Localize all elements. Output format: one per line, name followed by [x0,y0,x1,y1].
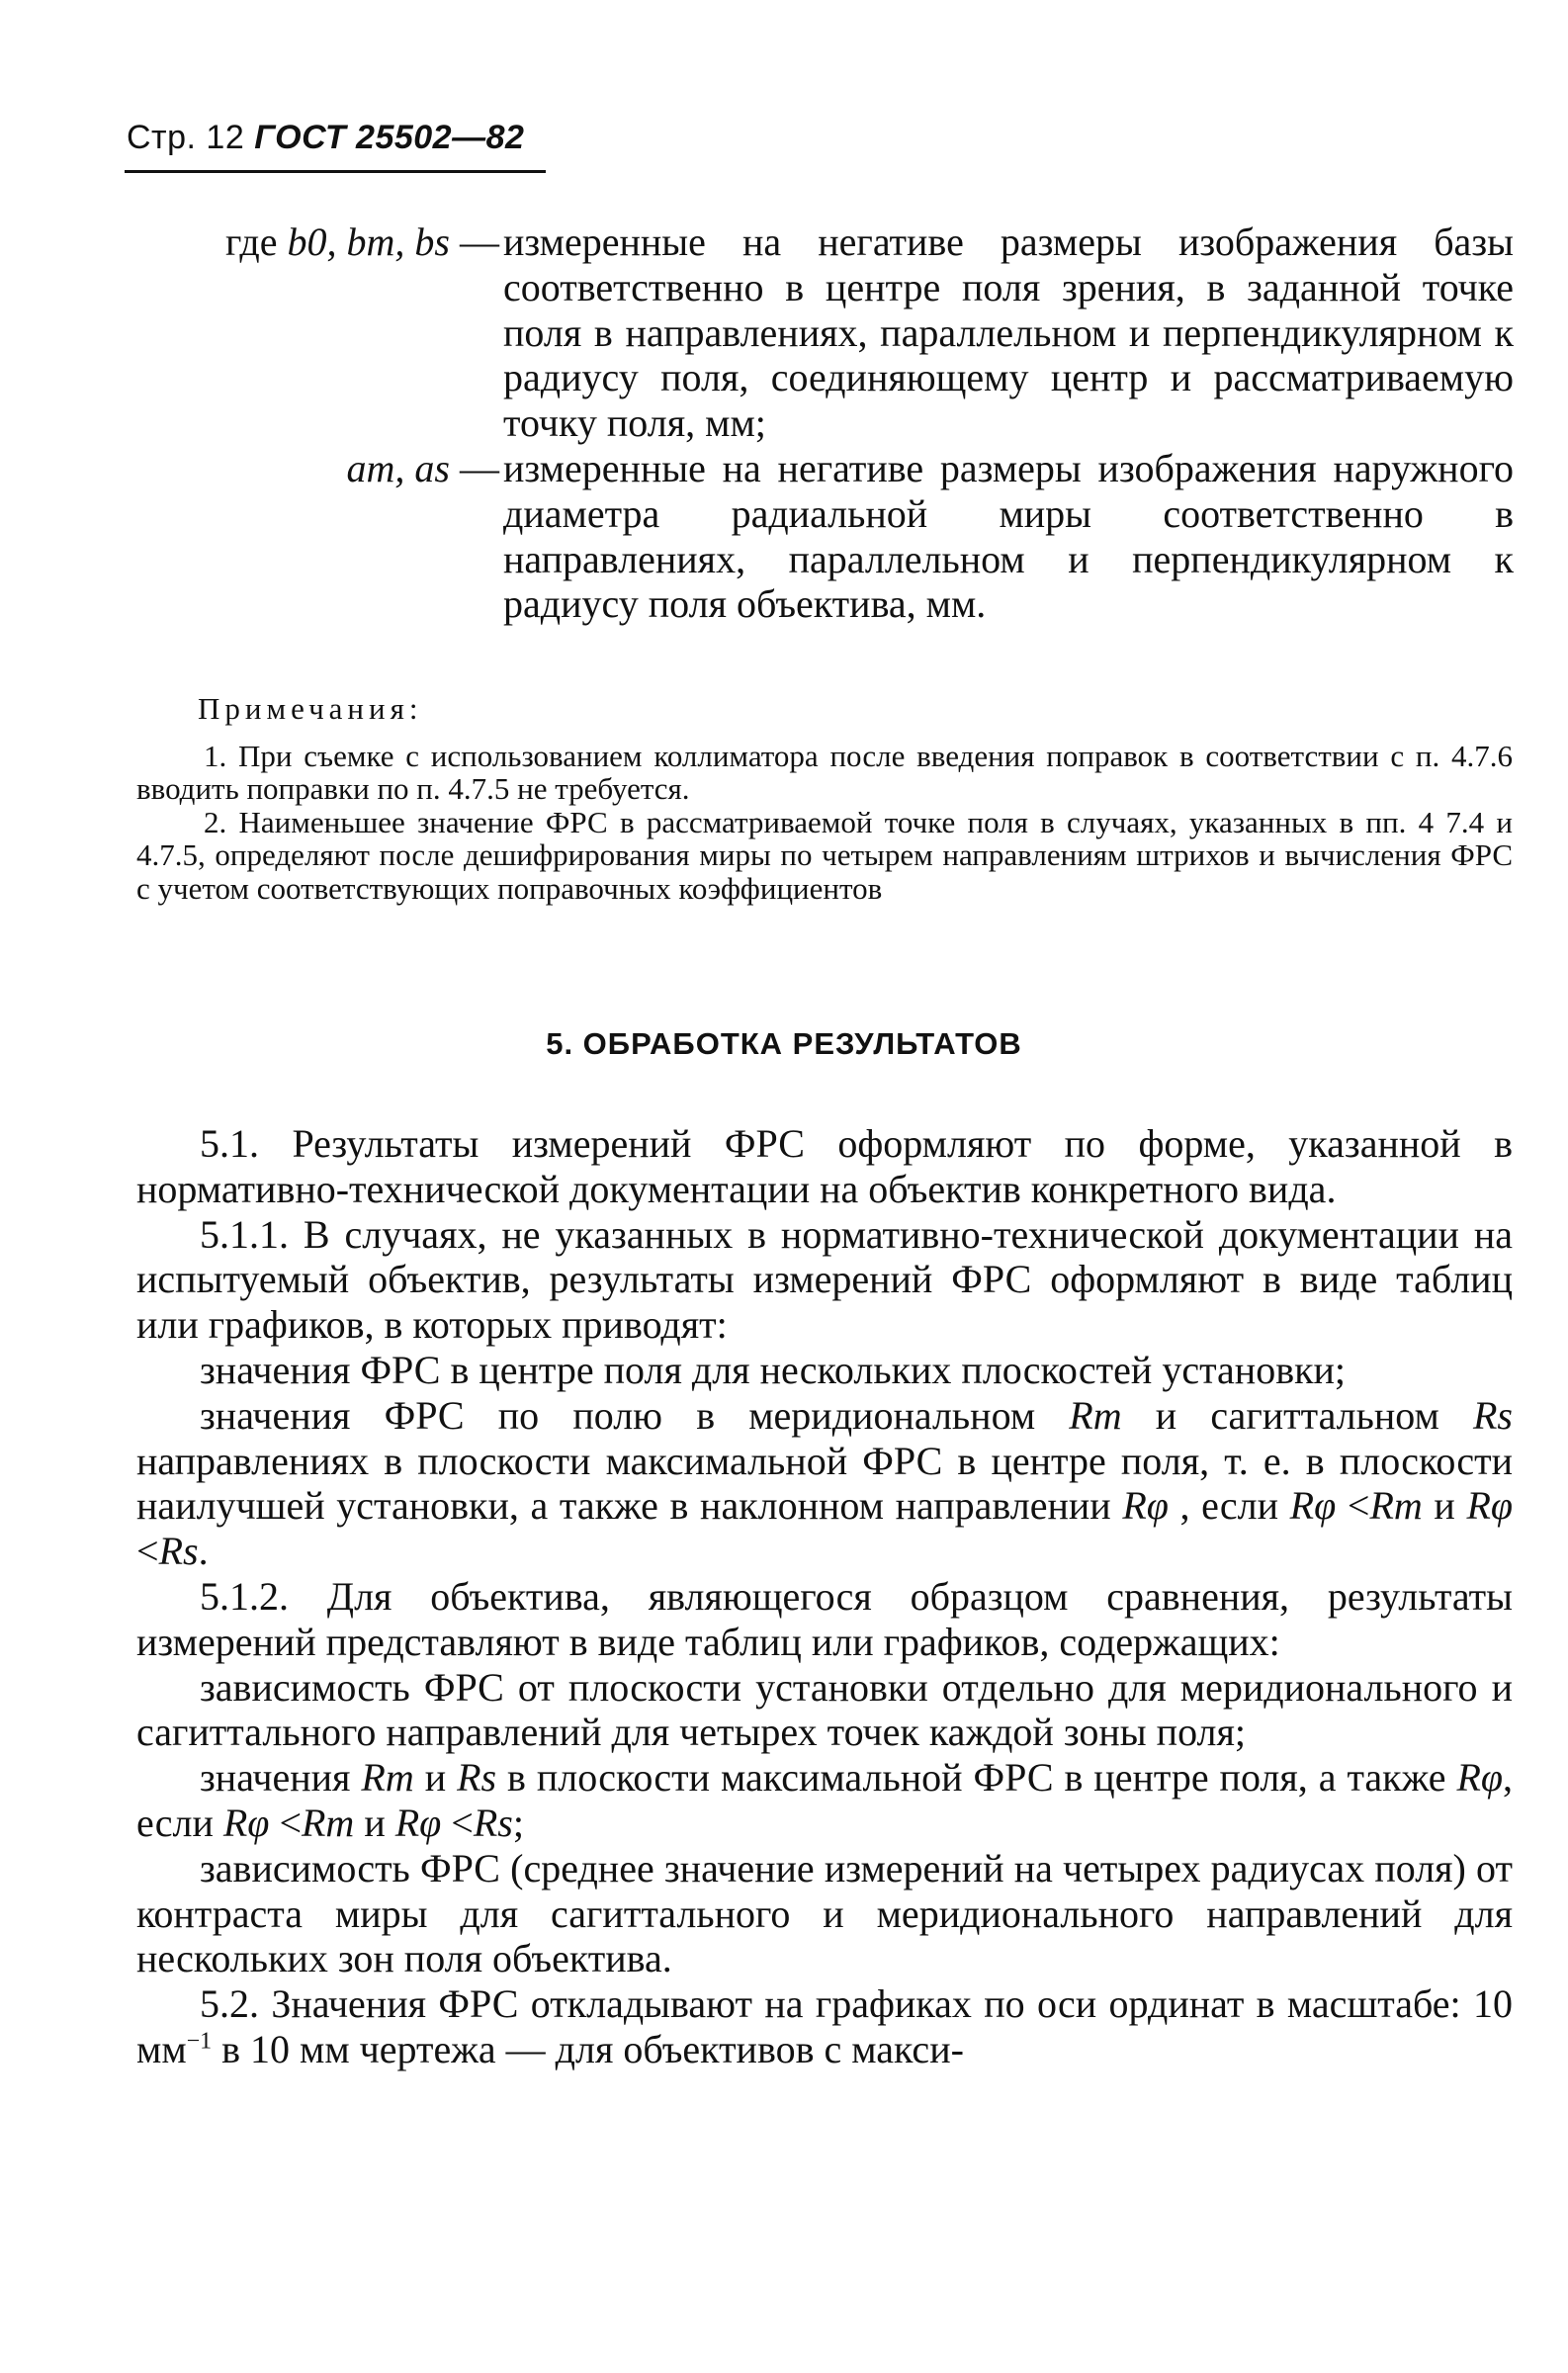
symbol-rm: Rm [1069,1392,1122,1438]
paragraph-5-1-2: 5.1.2. Для объектива, являющегося образцом сравнения, результаты измерений представляют в виде таблиц или графиков, содержащих: [136,1573,1513,1664]
list-item-center-values: значения ФРС в центре поля для нескольких плоскостей установки; [200,1347,1347,1392]
text-run: значения [200,1755,362,1801]
text-run: 5.2. Значения ФРС откладывают на графиках по оси ординат в масштабе: 10 мм [136,1981,1513,2071]
symbol-rphi: Rφ [1456,1755,1504,1801]
paragraph-5-1: 5.1. Результаты измерений ФРС оформляют по форме, указанной в нормативно-технической документации на объектив конкретного вида. [136,1121,1513,1211]
notes-block [136,692,1513,906]
symbol-rphi: Rφ [222,1800,270,1845]
notes-heading: Примечания: [198,691,423,726]
less-than-sign: < [451,1800,474,1845]
symbol-rs: Rs [1473,1392,1513,1438]
symbol-rphi: Rφ [1466,1483,1514,1529]
paragraph-5-2 [136,1981,1513,2072]
symbol-rphi: Rφ [1289,1483,1337,1529]
term-prefix: где [225,220,288,264]
definition-term [136,446,499,491]
definition-item [136,446,1521,627]
text-run: в плоскости максимальной ФРС в центре поля, а также [496,1755,1457,1801]
text-run: и [354,1800,395,1845]
symbol-rm: Rm [1369,1483,1423,1529]
standard-number: ГОСТ 25502—82 [254,119,525,156]
symbol-rphi: Rφ [1122,1483,1169,1529]
section-heading: 5. ОБРАБОТКА РЕЗУЛЬТАТОВ [546,1026,1022,1061]
text-run: и [413,1755,458,1801]
page-number: Стр. 12 [127,119,245,156]
term-dash: — [450,220,499,264]
definition-text: измеренные на негативе размеры изображения наружного диаметра радиальной миры соответственно в направлениях, параллельном и перпендикулярном к радиусу поля объектива, мм. [503,445,1514,627]
definition-text: измеренные на негативе размеры изображения базы соответственно в центре поля зрения, в заданной точке поля в направлениях, параллельном и перпендикулярном к радиусу поля, соединяющему центр и рассматриваемую точку поля, мм; [503,220,1514,446]
term-dash: — [450,445,499,490]
text-run: направлениях в плоскости максимальной ФРС в центре поля, т. е. в плоскости наилучшей установки, а также в наклонном направлении [136,1438,1513,1529]
text-run: , если [136,1755,1514,1845]
definition-term [136,220,499,265]
text-run: и сагиттальном [1121,1392,1473,1438]
less-than-sign: < [1347,1483,1370,1529]
page-header [127,119,524,157]
text-run: и [1422,1483,1467,1529]
note-item: 2. Наименьшее значение ФРС в рассматриваемой точке поля в случаях, указанных в пп. 4 7.4 и 4.7.5, определяют после дешифрирования миры по четырем направлениям штрихов и вычисления ФРС с учетом соответствующих поправочных коэффициентов [136,804,1513,906]
definitions-list [136,220,1521,627]
list-item-field-values: значения ФРС по полю в меридиональном Rm и сагиттальном Rs направлениях в плоскости максимальной ФРС в центре поля, т. е. в плоскости наилучшей установки, а также в наклонном направлении Rφ , если Rφ <Rm и Rφ <Rs. [136,1392,1514,1574]
symbol-rs: Rs [158,1529,199,1574]
list-item-contrast: зависимость ФРС (среднее значение измерений на четырех радиусах поля) от контраста миры для сагиттального и меридионального направлений для нескольких зон поля объектива. [136,1845,1513,1981]
section-body [136,1121,1513,2072]
definition-item [136,220,1521,446]
symbol-rphi: Rφ [394,1800,442,1845]
list-item-dependence: зависимость ФРС от плоскости установки отдельно для меридионального и сагиттального направлений для четырех точек каждой зоны поля; [136,1664,1513,1755]
text-run: значения ФРС по полю в меридиональном [200,1392,1070,1438]
text-run: , если [1168,1483,1290,1529]
symbol-rm: Rm [302,1800,355,1845]
text-run: в 10 мм чертежа — для объективов с макси- [212,2026,964,2071]
term-variables: am, as [346,445,450,490]
symbol-rs: Rs [473,1800,513,1845]
symbol-rs: Rs [457,1755,497,1801]
list-item-max-values: значения Rm и Rs в плоскости максимальной ФРС в центре поля, а также Rφ, если Rφ <Rm и Rφ <Rs; [136,1755,1514,1845]
superscript: −1 [186,2028,213,2055]
term-variables: b0, bm, bs [287,220,450,264]
less-than-sign: < [279,1800,302,1845]
symbol-rm: Rm [361,1755,414,1801]
paragraph-5-1-1: 5.1.1. В случаях, не указанных в нормативно-технической документации на испытуемый объектив, результаты измерений ФРС оформляют в виде таблиц или графиков, в которых приводят: [136,1211,1513,1348]
header-rule [125,170,546,173]
note-item: 1. При съемке с использованием коллиматора после введения поправок в соответствии с п. 4.7.6 вводить поправки по п. 4.7.5 не требуется. [136,738,1513,807]
less-than-sign: < [136,1529,159,1574]
